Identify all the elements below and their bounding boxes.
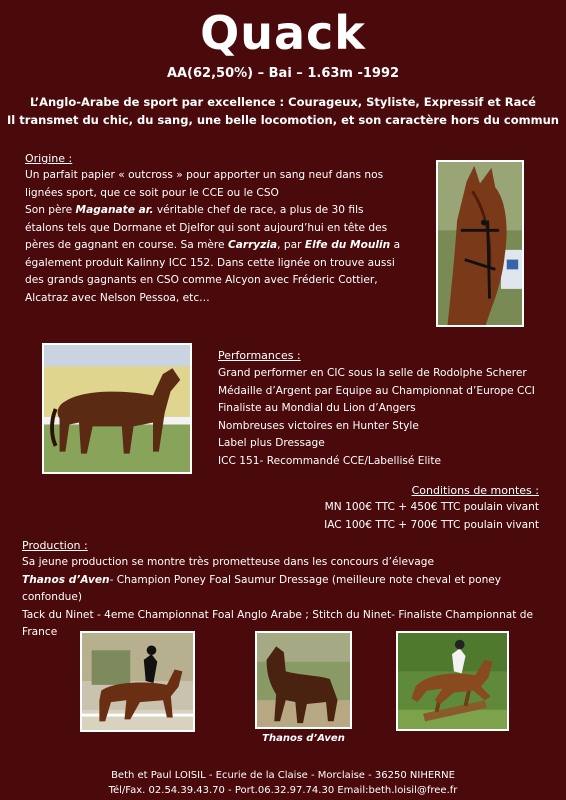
production-line: France bbox=[22, 626, 58, 638]
origine-line: des grands gagnants en CSO comme Alcyon avec Fréderic Cottier, bbox=[25, 274, 378, 286]
origine-line: également produit Kalinny ICC 152. Dans cette lignée on trouve aussi bbox=[25, 256, 395, 269]
production-line bbox=[22, 572, 552, 607]
origine-text-part: , par bbox=[277, 239, 305, 251]
production-line: Tack du Ninet - 4eme Championnat Foal Anglo Arabe ; Stitch du Ninet- Finaliste Championnat de bbox=[22, 608, 534, 621]
origine-text-part: pères de gagnant en course. Sa mère bbox=[25, 239, 228, 251]
origine-text-part: a bbox=[390, 239, 401, 251]
production-heading: Production : bbox=[22, 539, 88, 552]
origine-line: Alcatraz avec Nelson Pessoa, etc… bbox=[25, 291, 210, 304]
production-text bbox=[22, 554, 552, 642]
performance-item: Médaille d’Argent par Equipe au Championnat d’Europe CCI bbox=[218, 384, 535, 397]
origine-line: Un parfait papier « outcross » pour apporter un sang neuf dans nos bbox=[25, 169, 384, 181]
footer-contact: Tél/Fax. 02.54.39.43.70 - Port.06.32.97.74.30 Email:beth.loisil@free.fr bbox=[108, 785, 458, 796]
jumping-photo bbox=[396, 631, 509, 731]
sire-name: Maganate ar. bbox=[75, 204, 154, 216]
performance-item: Label plus Dressage bbox=[218, 437, 325, 449]
origine-heading: Origine : bbox=[25, 152, 73, 165]
origine-line bbox=[25, 237, 425, 255]
damsire-name: Elfe du Moulin bbox=[304, 239, 391, 251]
conditions-text bbox=[324, 499, 539, 534]
performance-item: Grand performer en CIC sous la selle de Rodolphe Scherer bbox=[218, 367, 527, 379]
dam-name: Carryzia bbox=[227, 239, 278, 251]
origine-line: lignées sport, que ce soit pour le CCE ou le CSO bbox=[25, 186, 279, 199]
stallion-details: AA(62,50%) – Bai – 1.63m -1992 bbox=[166, 66, 400, 81]
origine-line: étalons tels que Dormane et Djelfor qui sont aujourd’hui en tête des bbox=[25, 221, 388, 234]
origine-line bbox=[25, 202, 425, 220]
conditions-heading: Conditions de montes : bbox=[411, 484, 539, 497]
origine-text-part: véritable chef de race, a plus de 30 fils bbox=[153, 204, 364, 216]
stallion-name: Quack bbox=[200, 6, 366, 60]
origine-text bbox=[25, 167, 425, 307]
standing-horse-photo bbox=[42, 343, 192, 474]
production-text-part: - Champion Poney Foal Saumur Dressage (meilleure note cheval et poney confondue) bbox=[22, 573, 502, 603]
conditions-line: IAC 100€ TTC + 700€ TTC poulain vivant bbox=[324, 518, 539, 531]
performance-item: Nombreuses victoires en Hunter Style bbox=[218, 419, 419, 432]
footer-address: Beth et Paul LOISIL - Ecurie de la Claise - Morclaise - 36250 NIHERNE bbox=[111, 770, 455, 781]
conditions-line: MN 100€ TTC + 450€ TTC poulain vivant bbox=[324, 501, 539, 513]
dressage-photo bbox=[80, 631, 195, 732]
tagline-line-2: Il transmet du chic, du sang, une belle locomotion, et son caractère hors du commun bbox=[6, 113, 559, 127]
performances-list bbox=[218, 365, 548, 470]
performance-item: ICC 151- Recommandé CCE/Labellisé Elite bbox=[218, 454, 442, 467]
tagline-line-1: L’Anglo-Arabe de sport par excellence : Courageux, Styliste, Expressif et Racé bbox=[30, 95, 536, 109]
performance-item: Finaliste au Mondial du Lion d’Angers bbox=[218, 402, 416, 414]
foal-name: Thanos d’Aven bbox=[22, 573, 110, 586]
foal-photo bbox=[255, 631, 352, 729]
origine-text-part: Son père bbox=[25, 204, 76, 216]
performances-heading: Performances : bbox=[218, 349, 301, 362]
production-line: Sa jeune production se montre très prometteuse dans les concours d’élevage bbox=[22, 556, 435, 568]
foal-caption: Thanos d’Aven bbox=[262, 733, 345, 744]
horse-head-photo bbox=[436, 160, 524, 327]
